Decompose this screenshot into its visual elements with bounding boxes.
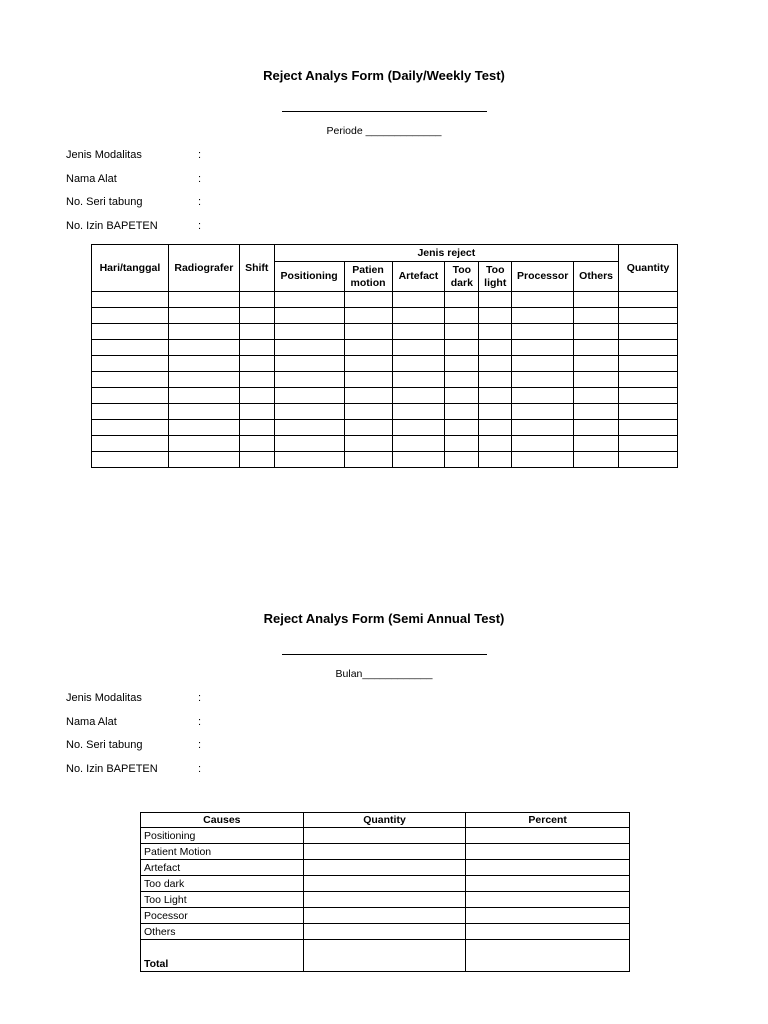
- form2-field-no-seri-colon: :: [198, 739, 202, 751]
- table-cell[interactable]: [168, 420, 239, 436]
- table-cell[interactable]: [168, 404, 239, 420]
- table-row: [92, 404, 678, 420]
- table-cell[interactable]: [512, 372, 574, 388]
- table-cell[interactable]: [512, 324, 574, 340]
- table-cell[interactable]: [574, 340, 619, 356]
- percent-cell[interactable]: [466, 860, 630, 876]
- quantity-cell[interactable]: [303, 860, 466, 876]
- table-cell[interactable]: [574, 404, 619, 420]
- table-cell[interactable]: [239, 308, 274, 324]
- percent-cell[interactable]: [466, 924, 630, 940]
- table-cell[interactable]: [392, 420, 445, 436]
- total-percent-cell[interactable]: [466, 940, 630, 972]
- table-cell[interactable]: [344, 372, 392, 388]
- table-cell[interactable]: [619, 436, 678, 452]
- form2-title-underline: [282, 654, 487, 655]
- header-percent: Percent: [466, 813, 630, 828]
- percent-cell[interactable]: [466, 908, 630, 924]
- table-cell[interactable]: [512, 388, 574, 404]
- table-cell[interactable]: [574, 372, 619, 388]
- table-cell[interactable]: [479, 340, 512, 356]
- form2-bulan: Bulan____________: [335, 668, 433, 680]
- table-cell[interactable]: [392, 340, 445, 356]
- table-cell[interactable]: [92, 404, 169, 420]
- table-cell[interactable]: [512, 356, 574, 372]
- header-others: Others: [574, 262, 619, 292]
- percent-cell[interactable]: [466, 844, 630, 860]
- header-radiografer: Radiografer: [168, 245, 239, 292]
- form1-field-no-seri-colon: :: [198, 196, 202, 208]
- table-cell[interactable]: [479, 292, 512, 308]
- table-cell[interactable]: [344, 308, 392, 324]
- form2-field-nama-alat-label: Nama Alat: [66, 716, 117, 728]
- table-cell[interactable]: [274, 388, 344, 404]
- header-quantity: Quantity: [619, 245, 678, 292]
- table-cell[interactable]: [274, 452, 344, 468]
- table-cell[interactable]: [479, 420, 512, 436]
- form2-field-no-izin-colon: :: [198, 763, 202, 775]
- daily-reject-table: [91, 244, 678, 468]
- table-cell[interactable]: [92, 356, 169, 372]
- header-jenis-reject: Jenis reject: [274, 245, 618, 262]
- quantity-cell[interactable]: [303, 892, 466, 908]
- table-cell[interactable]: [512, 452, 574, 468]
- form1-field-jenis-modalitas-colon: :: [198, 149, 202, 161]
- table-cell[interactable]: [392, 388, 445, 404]
- table-cell[interactable]: [274, 308, 344, 324]
- table-row: [92, 372, 678, 388]
- table-cell[interactable]: [274, 436, 344, 452]
- cause-others: Others: [141, 924, 304, 940]
- table-cell[interactable]: [479, 372, 512, 388]
- table-cell[interactable]: [344, 436, 392, 452]
- table-row: [92, 452, 678, 468]
- table-cell[interactable]: [619, 388, 678, 404]
- table-cell[interactable]: [445, 308, 479, 324]
- table-cell[interactable]: [512, 404, 574, 420]
- table-cell[interactable]: [274, 324, 344, 340]
- form1-title-underline: [282, 111, 487, 112]
- table-cell[interactable]: [344, 388, 392, 404]
- table-cell[interactable]: [239, 404, 274, 420]
- table-cell[interactable]: [445, 356, 479, 372]
- cause-too-light: Too Light: [141, 892, 304, 908]
- table-cell[interactable]: [574, 388, 619, 404]
- table-cell[interactable]: [392, 356, 445, 372]
- table-row: [92, 340, 678, 356]
- table-cell[interactable]: [512, 436, 574, 452]
- table-cell[interactable]: [92, 452, 169, 468]
- form1-field-no-izin-label: No. Izin BAPETEN: [66, 220, 158, 232]
- table-cell[interactable]: [479, 436, 512, 452]
- table-cell[interactable]: [344, 356, 392, 372]
- table-cell[interactable]: [574, 420, 619, 436]
- table-cell[interactable]: [239, 356, 274, 372]
- table-cell[interactable]: [92, 308, 169, 324]
- table-cell[interactable]: [344, 452, 392, 468]
- table-cell[interactable]: [168, 324, 239, 340]
- table-cell[interactable]: [619, 340, 678, 356]
- percent-cell[interactable]: [466, 828, 630, 844]
- table-cell[interactable]: [445, 340, 479, 356]
- table-cell[interactable]: [239, 292, 274, 308]
- table-cell[interactable]: [92, 340, 169, 356]
- table-cell[interactable]: [392, 436, 445, 452]
- cause-artefact: Artefact: [141, 860, 304, 876]
- table-cell[interactable]: [619, 372, 678, 388]
- table-cell[interactable]: [274, 420, 344, 436]
- table-cell[interactable]: [445, 404, 479, 420]
- table-cell[interactable]: [574, 308, 619, 324]
- header-causes: Causes: [141, 813, 304, 828]
- table-cell[interactable]: [239, 436, 274, 452]
- table-cell[interactable]: [168, 292, 239, 308]
- table-cell[interactable]: [168, 372, 239, 388]
- cause-positioning: Positioning: [141, 828, 304, 844]
- form1-title: Reject Analys Form (Daily/Weekly Test): [263, 68, 505, 83]
- table-cell[interactable]: [445, 452, 479, 468]
- quantity-cell[interactable]: [303, 908, 466, 924]
- form1-field-no-izin-colon: :: [198, 220, 202, 232]
- table-cell[interactable]: [479, 452, 512, 468]
- form2-field-no-seri-label: No. Seri tabung: [66, 739, 143, 751]
- quantity-cell[interactable]: [303, 828, 466, 844]
- table-cell[interactable]: [239, 388, 274, 404]
- table-row: [92, 308, 678, 324]
- cause-too-dark: Too dark: [141, 876, 304, 892]
- table-cell[interactable]: [445, 372, 479, 388]
- table-cell[interactable]: [274, 404, 344, 420]
- header-shift: Shift: [239, 245, 274, 292]
- table-cell[interactable]: [479, 308, 512, 324]
- table-cell[interactable]: [619, 324, 678, 340]
- table-cell[interactable]: [168, 436, 239, 452]
- table-cell[interactable]: [619, 452, 678, 468]
- table-cell[interactable]: [92, 372, 169, 388]
- header-too-light: Too light: [479, 262, 512, 292]
- table-cell[interactable]: [392, 292, 445, 308]
- table-cell[interactable]: [92, 436, 169, 452]
- total-label: Total: [141, 940, 304, 972]
- total-quantity-cell[interactable]: [303, 940, 466, 972]
- table-cell[interactable]: [512, 292, 574, 308]
- table-cell[interactable]: [92, 292, 169, 308]
- table-cell[interactable]: [574, 452, 619, 468]
- table-cell[interactable]: [574, 324, 619, 340]
- quantity-cell[interactable]: [303, 844, 466, 860]
- header-patien-motion: Patien motion: [344, 262, 392, 292]
- table-cell[interactable]: [619, 356, 678, 372]
- table-cell[interactable]: [239, 452, 274, 468]
- header-hari-tanggal: Hari/tanggal: [92, 245, 169, 292]
- table-cell[interactable]: [392, 324, 445, 340]
- table-cell[interactable]: [619, 404, 678, 420]
- table-cell[interactable]: [168, 340, 239, 356]
- table-cell[interactable]: [344, 324, 392, 340]
- table-cell[interactable]: [92, 324, 169, 340]
- table-cell[interactable]: [344, 340, 392, 356]
- table-cell[interactable]: [92, 388, 169, 404]
- quantity-cell[interactable]: [303, 876, 466, 892]
- header-positioning: Positioning: [274, 262, 344, 292]
- table-cell[interactable]: [574, 356, 619, 372]
- table-cell[interactable]: [168, 452, 239, 468]
- table-cell[interactable]: [619, 292, 678, 308]
- cause-pocessor: Pocessor: [141, 908, 304, 924]
- table-cell[interactable]: [479, 388, 512, 404]
- form1-field-jenis-modalitas-label: Jenis Modalitas: [66, 149, 142, 161]
- table-cell[interactable]: [619, 308, 678, 324]
- percent-cell[interactable]: [466, 892, 630, 908]
- form1-field-nama-alat-colon: :: [198, 173, 202, 185]
- header-quantity: Quantity: [303, 813, 466, 828]
- table-cell[interactable]: [392, 308, 445, 324]
- form1-field-nama-alat-label: Nama Alat: [66, 173, 117, 185]
- table-cell[interactable]: [479, 356, 512, 372]
- header-processor: Processor: [512, 262, 574, 292]
- table-cell[interactable]: [619, 420, 678, 436]
- table-cell[interactable]: [512, 308, 574, 324]
- table-cell[interactable]: [392, 372, 445, 388]
- table-cell[interactable]: [168, 308, 239, 324]
- form2-title: Reject Analys Form (Semi Annual Test): [263, 611, 505, 626]
- table-cell[interactable]: [392, 452, 445, 468]
- header-too-dark: Too dark: [445, 262, 479, 292]
- table-cell[interactable]: [239, 324, 274, 340]
- quantity-cell[interactable]: [303, 924, 466, 940]
- table-cell[interactable]: [92, 420, 169, 436]
- table-cell[interactable]: [445, 388, 479, 404]
- form1-field-no-seri-label: No. Seri tabung: [66, 196, 143, 208]
- table-cell[interactable]: [479, 404, 512, 420]
- header-artefact: Artefact: [392, 262, 445, 292]
- table-cell[interactable]: [512, 420, 574, 436]
- form1-periode: Periode _____________: [326, 125, 442, 137]
- table-row: [92, 356, 678, 372]
- table-cell[interactable]: [239, 420, 274, 436]
- table-cell[interactable]: [344, 292, 392, 308]
- form2-field-jenis-modalitas-colon: :: [198, 692, 202, 704]
- form2-field-jenis-modalitas-label: Jenis Modalitas: [66, 692, 142, 704]
- table-cell[interactable]: [574, 436, 619, 452]
- table-cell[interactable]: [274, 356, 344, 372]
- table-cell[interactable]: [274, 340, 344, 356]
- table-row: [92, 388, 678, 404]
- table-cell[interactable]: [344, 420, 392, 436]
- table-row: [92, 436, 678, 452]
- table-cell[interactable]: [274, 292, 344, 308]
- table-cell[interactable]: [445, 324, 479, 340]
- table-cell[interactable]: [168, 388, 239, 404]
- table-cell[interactable]: [344, 404, 392, 420]
- table-cell[interactable]: [239, 340, 274, 356]
- form2-field-no-izin-label: No. Izin BAPETEN: [66, 763, 158, 775]
- table-row: [92, 420, 678, 436]
- table-cell[interactable]: [445, 420, 479, 436]
- table-cell[interactable]: [512, 340, 574, 356]
- table-cell[interactable]: [479, 324, 512, 340]
- semi-annual-table: [140, 812, 630, 972]
- percent-cell[interactable]: [466, 876, 630, 892]
- table-cell[interactable]: [445, 292, 479, 308]
- table-cell[interactable]: [445, 436, 479, 452]
- table-row: [92, 292, 678, 308]
- table-cell[interactable]: [239, 372, 274, 388]
- table-cell[interactable]: [392, 404, 445, 420]
- table-row: [92, 324, 678, 340]
- table-cell[interactable]: [274, 372, 344, 388]
- form2-field-nama-alat-colon: :: [198, 716, 202, 728]
- table-cell[interactable]: [574, 292, 619, 308]
- cause-patient-motion: Patient Motion: [141, 844, 304, 860]
- table-cell[interactable]: [168, 356, 239, 372]
